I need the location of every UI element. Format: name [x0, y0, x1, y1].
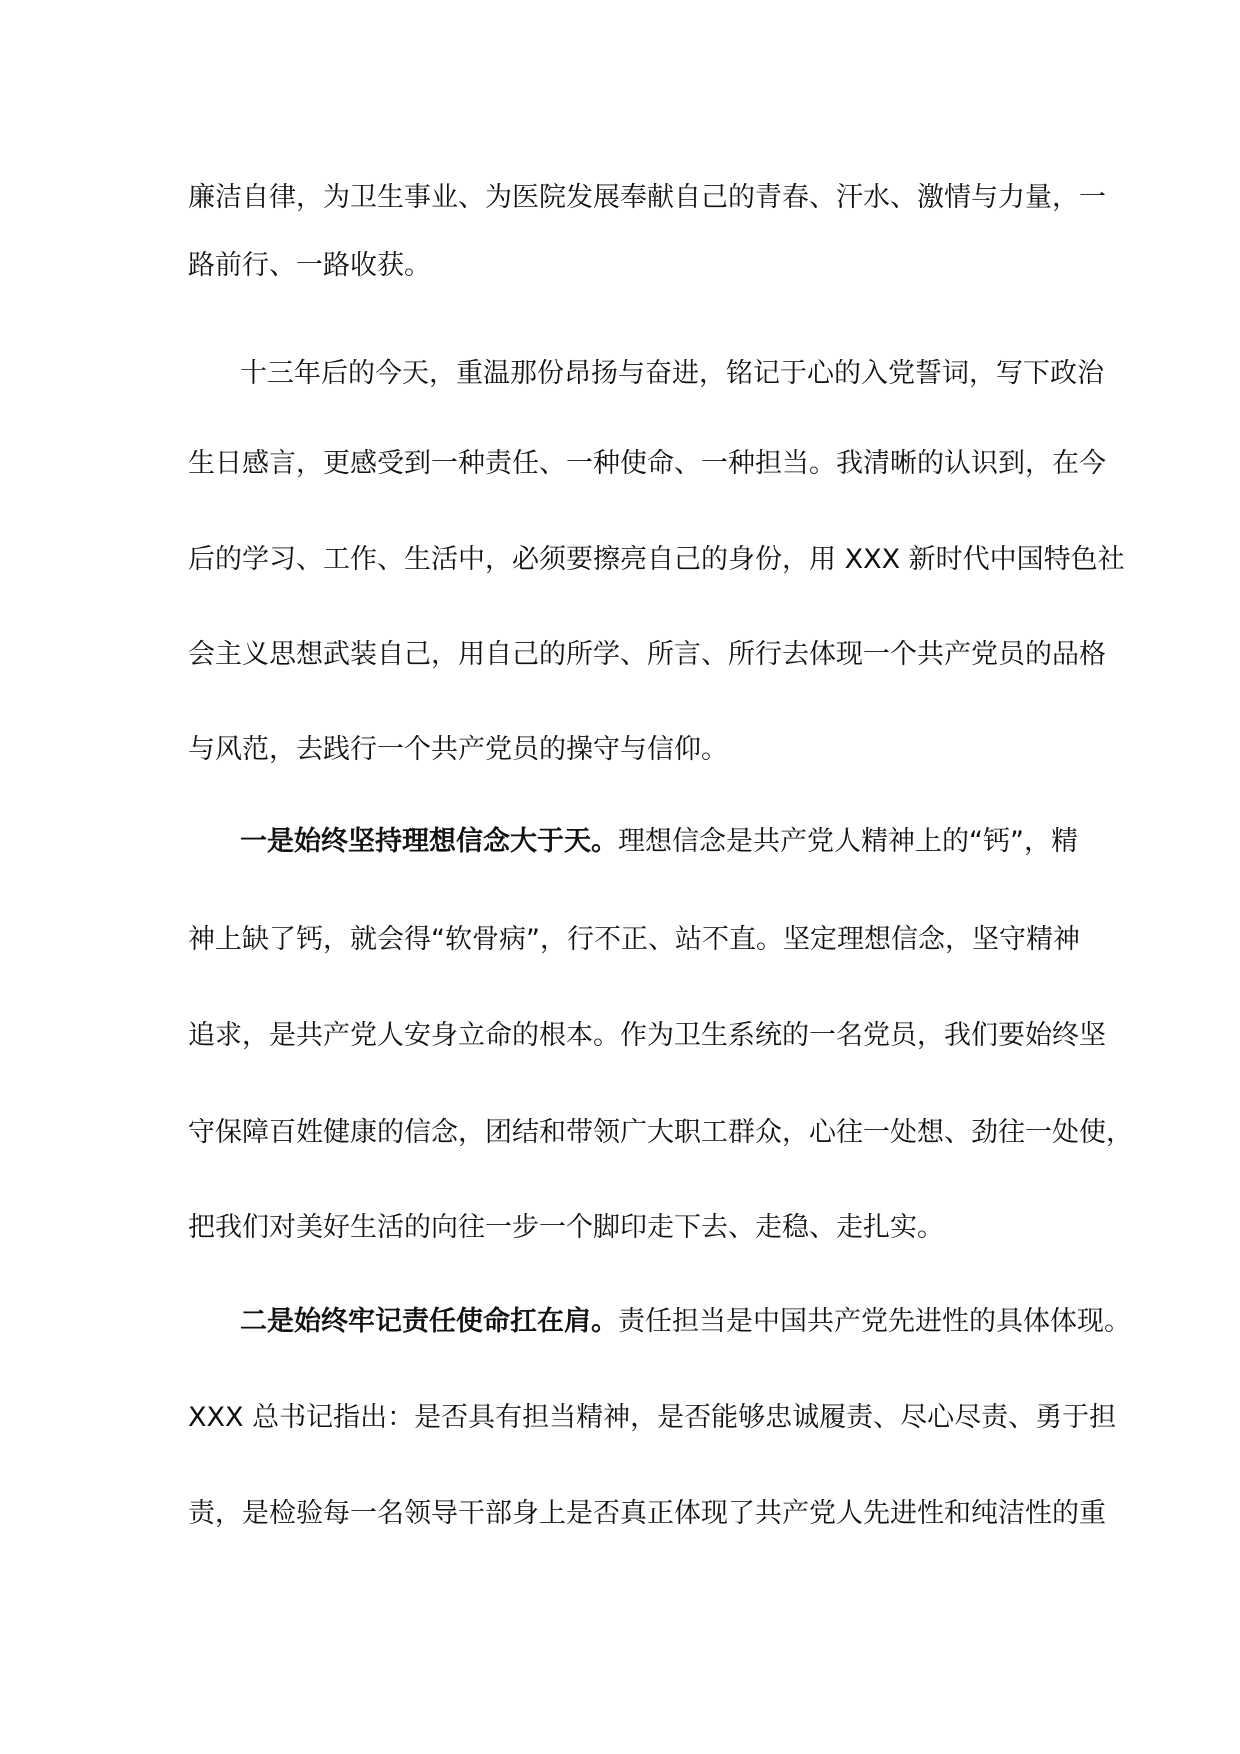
paragraph-text: 责任担当是中国共产党先进性的具体体现。 [618, 1306, 1131, 1337]
paragraph-line: 廉洁自律，为卫生事业、为医院发展奉献自己的青春、汗水、激情与力量，一 [188, 182, 1106, 213]
section-heading: 二是始终牢记责任使命扛在肩。 [240, 1306, 618, 1337]
paragraph-line: 会主义思想武装自己，用自己的所学、所言、所行去体现一个共产党员的品格 [188, 639, 1106, 670]
paragraph-line: 路前行、一路收获。 [188, 250, 431, 281]
paragraph-line: 后的学习、工作、生活中，必须要擦亮自己的身份，用 XXX 新时代中国特色社 [188, 544, 1125, 575]
paragraph-text: 理想信念是共产党人精神上的“钙”，精 [618, 826, 1078, 857]
paragraph-line: XXX 总书记指出：是否具有担当精神，是否能够忠诚履责、尽心尽责、勇于担 [188, 1402, 1117, 1433]
paragraph-line: 追求，是共产党人安身立命的根本。作为卫生系统的一名党员，我们要始终坚 [188, 1020, 1106, 1051]
paragraph-line: 把我们对美好生活的向往一步一个脚印走下去、走稳、走扎实。 [188, 1212, 944, 1243]
section-heading: 一是始终坚持理想信念大于天。 [240, 826, 618, 857]
paragraph-line [240, 1304, 1131, 1340]
paragraph-line [240, 824, 1090, 860]
paragraph-line: 责，是检验每一名领导干部身上是否真正体现了共产党人先进性和纯洁性的重 [188, 1498, 1106, 1529]
paragraph-line: 十三年后的今天，重温那份昂扬与奋进，铭记于心的入党誓词，写下政治 [240, 358, 1104, 389]
paragraph-line: 生日感言，更感受到一种责任、一种使命、一种担当。我清晰的认识到，在今 [188, 448, 1106, 479]
paragraph-line: 神上缺了钙，就会得“软骨病”，行不正、站不直。坚定理想信念，坚守精神 [188, 924, 1080, 955]
paragraph-line: 守保障百姓健康的信念，团结和带领广大职工群众，心往一处想、劲往一处使， [188, 1117, 1133, 1148]
paragraph-line: 与风范，去践行一个共产党员的操守与信仰。 [188, 734, 728, 765]
